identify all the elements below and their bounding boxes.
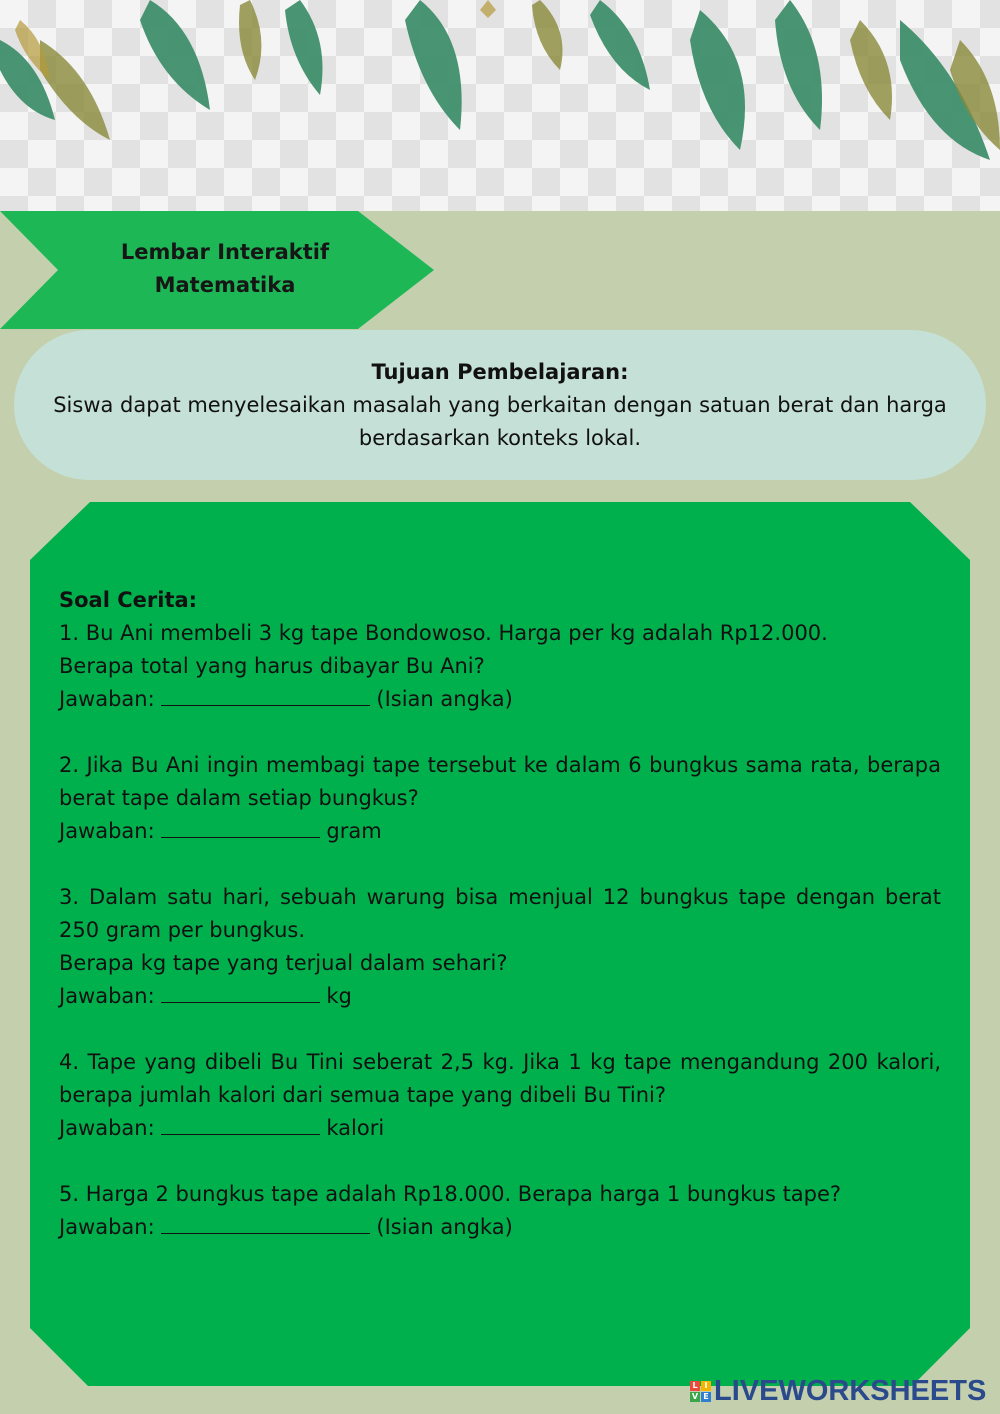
answer-label: Jawaban: [59, 984, 155, 1008]
answer-suffix-3: kg [326, 984, 352, 1008]
question-list [59, 584, 941, 1244]
answer-row-2 [59, 815, 941, 848]
question-1-line-2: Berapa total yang harus dibayar Bu Ani? [59, 654, 485, 678]
answer-label: Jawaban: [59, 1215, 155, 1239]
answer-row-5 [59, 1211, 941, 1244]
answer-input-5[interactable] [161, 1213, 370, 1234]
answer-suffix-1: (Isian angka) [376, 687, 513, 711]
answer-input-1[interactable] [161, 685, 370, 706]
answer-label: Jawaban: [59, 819, 155, 843]
leaf-decoration [0, 0, 1000, 211]
answer-suffix-4: kalori [326, 1116, 385, 1140]
objective-title: Tujuan Pembelajaran: [371, 360, 629, 384]
answer-suffix-2: gram [326, 819, 382, 843]
liveworksheets-logo[interactable] [690, 1373, 986, 1409]
questions-heading: Soal Cerita: [59, 588, 198, 612]
worksheet-title [100, 236, 350, 302]
question-1-line-1: 1. Bu Ani membeli 3 kg tape Bondowoso. Harga per kg adalah Rp12.000. [59, 621, 828, 645]
answer-input-4[interactable] [161, 1114, 320, 1135]
liveworksheets-wordmark: LIVEWORKSHEETS [714, 1374, 987, 1407]
answer-row-3 [59, 980, 941, 1013]
answer-row-4 [59, 1112, 941, 1145]
answer-suffix-5: (Isian angka) [376, 1215, 513, 1239]
answer-label: Jawaban: [59, 1116, 155, 1140]
answer-input-3[interactable] [161, 982, 320, 1003]
question-5-text: 5. Harga 2 bungkus tape adalah Rp18.000. Berapa harga 1 bungkus tape? [59, 1182, 842, 1206]
answer-input-2[interactable] [161, 817, 320, 838]
leaf-banner-image [0, 0, 1000, 211]
title-line-2: Matematika [154, 273, 296, 297]
liveworksheets-mark-icon [690, 1381, 711, 1402]
question-3-line-2: Berapa kg tape yang terjual dalam sehari? [59, 951, 508, 975]
question-2-text: 2. Jika Bu Ani ingin membagi tape tersebut ke dalam 6 bungkus sama rata, berapa berat tape dalam setiap bungkus? [59, 753, 941, 810]
mark-letter-i: I [701, 1381, 711, 1391]
answer-label: Jawaban: [59, 687, 155, 711]
question-3-text: 3. Dalam satu hari, sebuah warung bisa menjual 12 bungkus tape dengan berat 250 gram per bungkus. [59, 885, 941, 942]
answer-row-1 [59, 683, 941, 716]
question-4-text: 4. Tape yang dibeli Bu Tini seberat 2,5 kg. Jika 1 kg tape mengandung 200 kalori, berapa jumlah kalori dari semua tape yang dibeli Bu Tini? [59, 1050, 941, 1107]
mark-letter-e: E [701, 1392, 711, 1402]
objective-text: Siswa dapat menyelesaikan masalah yang berkaitan dengan satuan berat dan harga berdasarkan konteks lokal. [53, 393, 947, 450]
title-line-1: Lembar Interaktif [120, 240, 330, 264]
mark-letter-l: L [690, 1381, 700, 1391]
mark-letter-v: V [691, 1391, 699, 1401]
